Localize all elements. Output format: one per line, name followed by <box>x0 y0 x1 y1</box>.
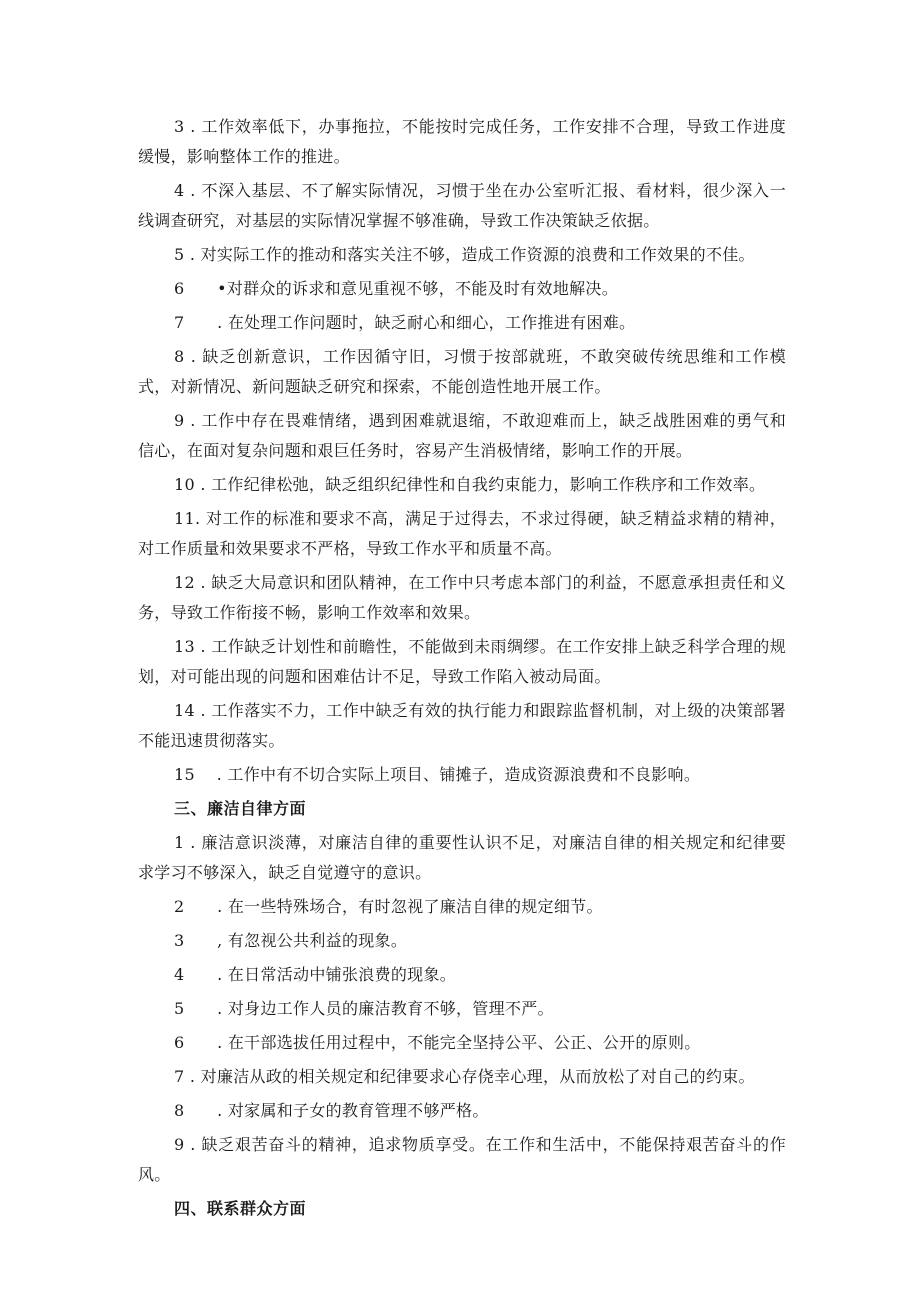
integrity-item-7: 7 . 对廉洁从政的相关规定和纪律要求心存侥幸心理，从而放松了对自己的约束。 <box>174 1067 755 1086</box>
integrity-item-6: 6 . 在干部选拔任用过程中，不能完全坚持公平、公正、公开的原则。 <box>174 1033 701 1052</box>
item-5: 5 . 对实际工作的推动和落实关注不够，造成工作资源的浪费和工作效果的不佳。 <box>174 245 755 264</box>
item-6: 6 •对群众的诉求和意见重视不够，不能及时有效地解决。 <box>174 279 619 298</box>
item-10: 10 . 工作纪律松弛，缺乏组织纪律性和自我约束能力，影响工作秩序和工作效率。 <box>174 475 766 494</box>
item-9: 9 . 工作中存在畏难情绪，遇到困难就退缩，不敢迎难而上，缺乏战胜困难的勇气和信心，在面对复杂问题和艰巨任务时，容易产生消极情绪，影响工作的开展。 <box>138 411 786 460</box>
integrity-item-3: 3 , 有忽视公共利益的现象。 <box>174 931 408 950</box>
item-7: 7 . 在处理工作问题时，缺乏耐心和细心，工作推进有困难。 <box>174 313 636 332</box>
integrity-item-1: 1 . 廉洁意识淡薄，对廉洁自律的重要性认识不足，对廉洁自律的相关规定和纪律要求学习不够深入，缺乏自觉遵守的意识。 <box>138 833 786 882</box>
integrity-item-8: 8 . 对家属和子女的教育管理不够严格。 <box>174 1101 489 1120</box>
integrity-item-2: 2 . 在一些特殊场合，有时忽视了廉洁自律的规定细节。 <box>174 897 603 916</box>
item-4: 4 . 不深入基层、不了解实际情况，习惯于坐在办公室听汇报、看材料，很少深入一线调查研究，对基层的实际情况掌握不够准确，导致工作决策缺乏依据。 <box>138 181 786 230</box>
integrity-item-4: 4 . 在日常活动中铺张浪费的现象。 <box>174 965 457 984</box>
item-8: 8 . 缺乏创新意识，工作因循守旧，习惯于按部就班，不敢突破传统思维和工作模式，对新情况、新问题缺乏研究和探索，不能创造性地开展工作。 <box>138 347 786 396</box>
section-heading-integrity: 三、廉洁自律方面 <box>174 799 307 818</box>
integrity-item-5: 5 . 对身边工作人员的廉洁教育不够，管理不严。 <box>174 999 554 1018</box>
item-12: 12 . 缺乏大局意识和团队精神，在工作中只考虑本部门的利益，不愿意承担责任和义务，导致工作衔接不畅，影响工作效率和效果。 <box>138 573 786 622</box>
item-11: 11. 对工作的标准和要求不高，满足于过得去，不求过得硬，缺乏精益求精的精神，对工作质量和效果要求不严格，导致工作水平和质量不高。 <box>138 509 786 558</box>
item-3: 3 . 工作效率低下，办事拖拉，不能按时完成任务，工作安排不合理，导致工作进度缓慢，影响整体工作的推进。 <box>138 117 786 166</box>
item-13: 13 . 工作缺乏计划性和前瞻性，不能做到未雨绸缪。在工作安排上缺乏科学合理的规划，对可能出现的问题和困难估计不足，导致工作陷入被动局面。 <box>138 637 786 686</box>
integrity-item-9: 9 . 缺乏艰苦奋斗的精神，追求物质享受。在工作和生活中，不能保持艰苦奋斗的作风。 <box>138 1135 786 1184</box>
document-body <box>138 112 786 1228</box>
item-15: 15 . 工作中有不切合实际上项目、铺摊子，造成资源浪费和不良影响。 <box>174 765 701 784</box>
section-heading-masses: 四、联系群众方面 <box>174 1199 307 1218</box>
item-14: 14 . 工作落实不力，工作中缺乏有效的执行能力和跟踪监督机制，对上级的决策部署不能迅速贯彻落实。 <box>138 701 786 750</box>
